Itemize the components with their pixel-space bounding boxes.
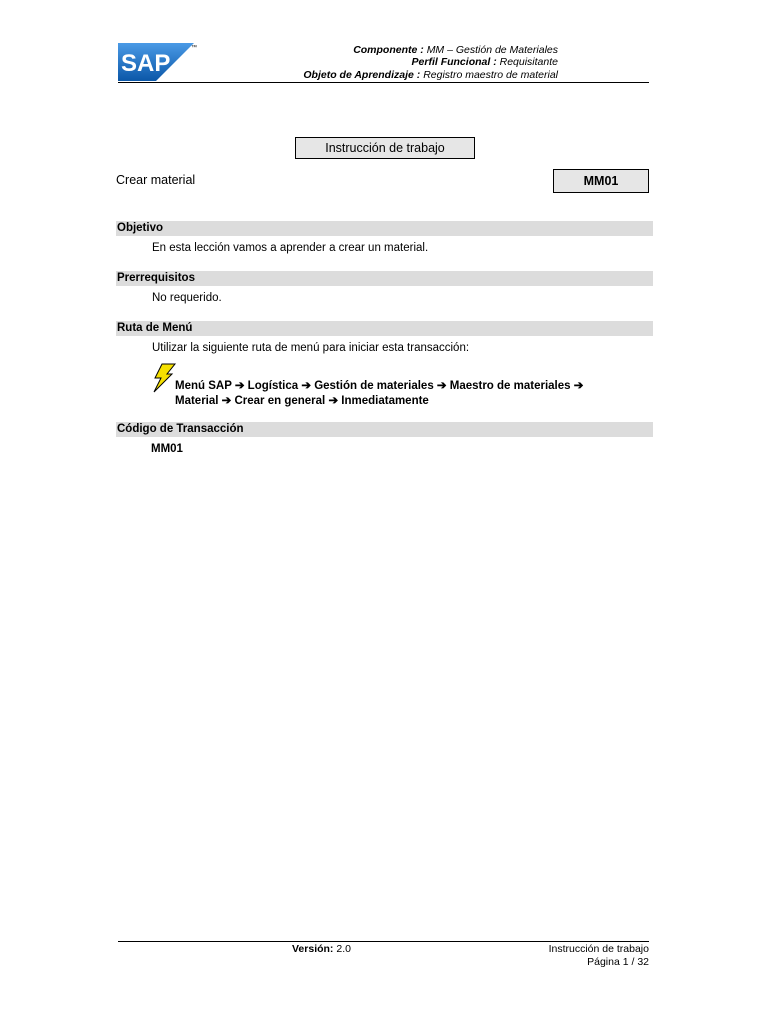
sap-logo xyxy=(118,43,198,81)
profile-value: Requisitante xyxy=(499,56,558,69)
header-component-row xyxy=(303,44,558,56)
footer-version xyxy=(292,943,351,955)
menu-path xyxy=(175,379,583,409)
sap-logo-tm: ™ xyxy=(191,45,197,51)
footer-right xyxy=(549,943,649,968)
objective-text: En esta lección vamos a aprender a crear un material. xyxy=(152,242,429,254)
component-label: Componente : xyxy=(353,44,424,56)
header-info xyxy=(303,44,558,81)
page-number: Página 1 / 32 xyxy=(587,955,649,968)
section-heading-prerequisites: Prerrequisitos xyxy=(116,271,653,286)
prerequisites-text: No requerido. xyxy=(152,292,222,304)
version-value: 2.0 xyxy=(336,943,351,955)
sap-logo-text: SAP xyxy=(121,50,171,77)
menu-path-intro: Utilizar la siguiente ruta de menú para iniciar esta transacción: xyxy=(152,342,470,354)
footer-divider xyxy=(118,941,649,942)
section-heading-transaction-code: Código de Transacción xyxy=(116,422,653,437)
component-value: MM – Gestión de Materiales xyxy=(426,44,558,56)
object-value: Registro maestro de material xyxy=(423,68,558,81)
object-label: Objeto de Aprendizaje : xyxy=(303,68,421,81)
menu-path-line-1: Menú SAP ➔ Logística ➔ Gestión de materiales ➔ Maestro de materiales ➔ xyxy=(175,380,584,392)
lightning-icon xyxy=(150,363,178,393)
header-profile-row xyxy=(303,56,558,68)
footer-doc-type: Instrucción de trabajo xyxy=(548,943,649,955)
transaction-code-badge: MM01 xyxy=(553,169,649,193)
profile-label: Perfil Funcional : xyxy=(411,56,497,69)
document-title: Instrucción de trabajo xyxy=(295,137,475,159)
section-heading-objective: Objetivo xyxy=(116,221,653,236)
task-title: Crear material xyxy=(116,173,196,187)
header-divider xyxy=(118,82,649,83)
transaction-code-value: MM01 xyxy=(151,443,183,455)
menu-path-line-2: Material ➔ Crear en general ➔ Inmediatamente xyxy=(175,395,429,407)
version-label: Versión: xyxy=(292,943,334,955)
header-object-row xyxy=(303,69,558,81)
section-heading-menu-path: Ruta de Menú xyxy=(116,321,653,336)
